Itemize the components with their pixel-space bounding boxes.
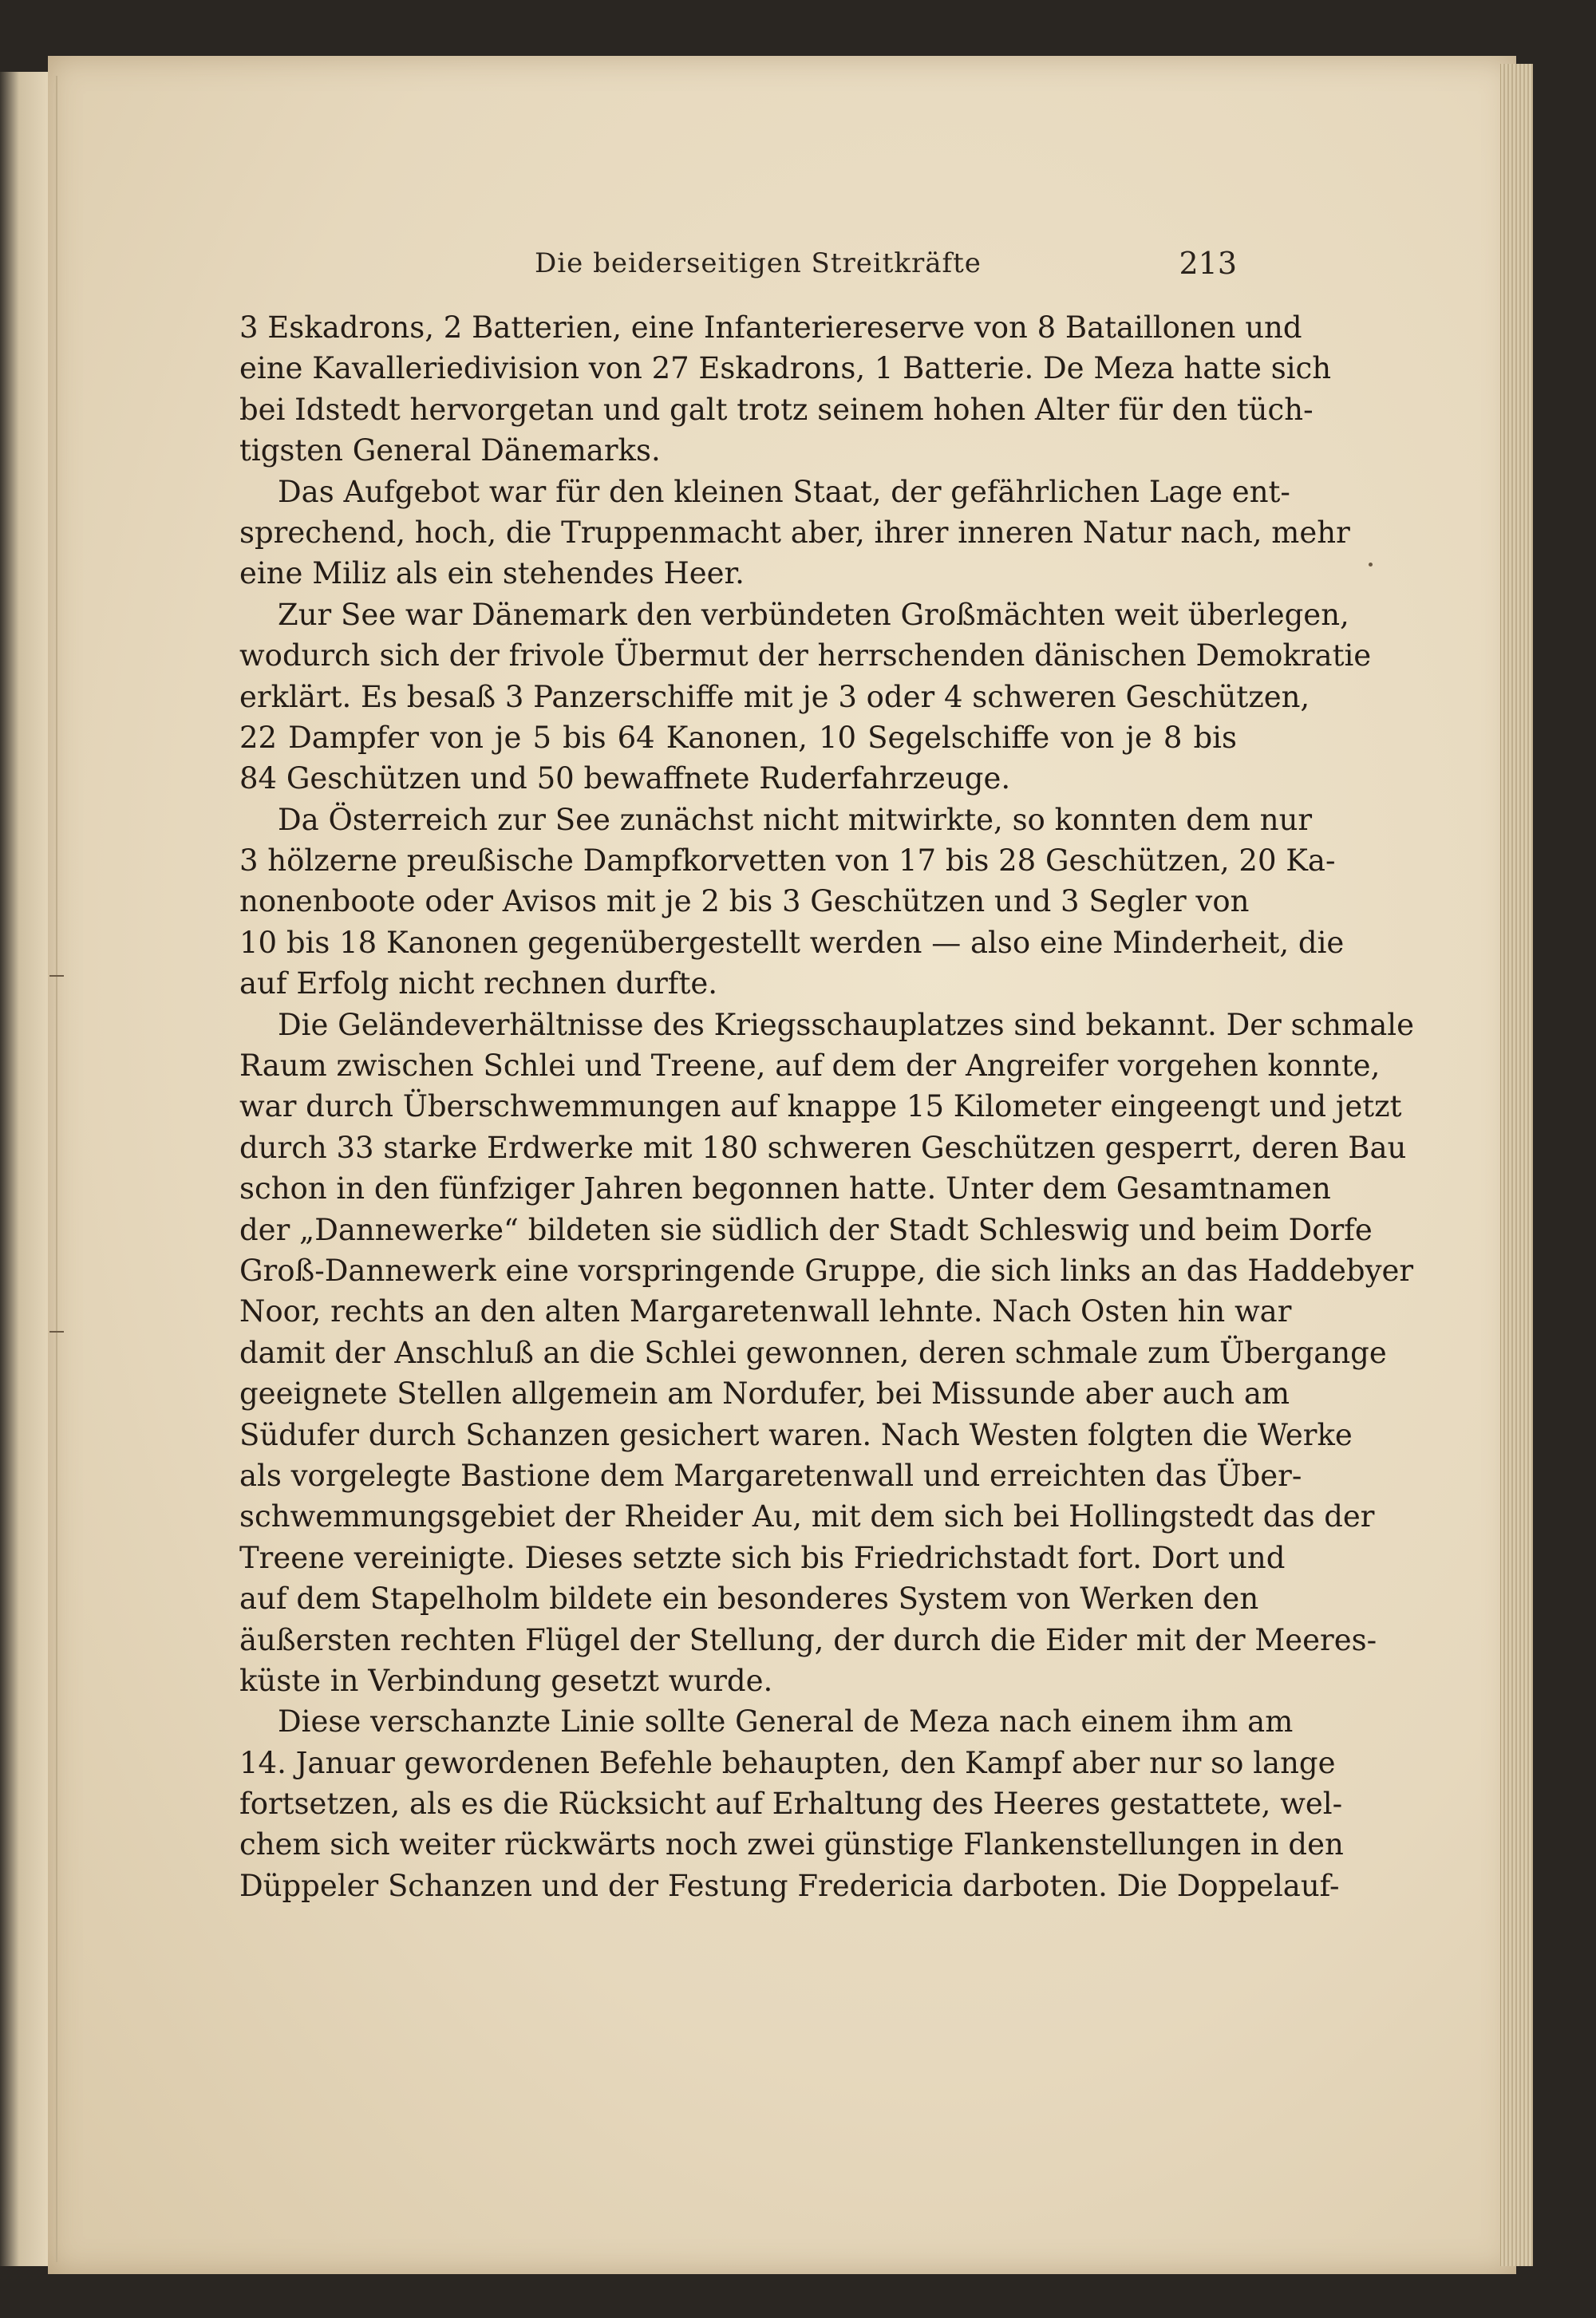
text-line: fortsetzen, als es die Rücksicht auf Erhaltung des Heeres gestattete, wel- (239, 1787, 1343, 1822)
text-line: Raum zwischen Schlei und Treene, auf dem der Angreifer vorgehen konnte, (239, 1048, 1381, 1084)
text-line: küste in Verbindung gesetzt wurde. (239, 1663, 773, 1698)
text-line: Südufer durch Schanzen gesichert waren. Nach Westen folgten die Werke (239, 1417, 1353, 1452)
text-line: erklärt. Es besaß 3 Panzerschiffe mit je 3 oder 4 schweren Geschützen, (239, 679, 1310, 714)
text-line: schon in den fünfziger Jahren begonnen hatte. Unter dem Gesamtnamen (239, 1171, 1331, 1206)
paper-speck (1369, 563, 1373, 567)
text-line: chem sich weiter rückwärts noch zwei günstige Flankenstellungen in den (239, 1827, 1344, 1862)
running-header (239, 239, 1237, 287)
text-line: Noor, rechts an den alten Margaretenwall lehnte. Nach Osten hin war (239, 1294, 1292, 1329)
text-line: Diese verschanzte Linie sollte General de Meza nach einem ihm am (278, 1704, 1294, 1739)
text-line: Düppeler Schanzen und der Festung Fredericia darboten. Die Doppelauf- (239, 1868, 1340, 1903)
margin-tick (49, 975, 64, 977)
page-stack-edge (1500, 64, 1533, 2266)
text-line: 22 Dampfer von je 5 bis 64 Kanonen, 10 Segelschiffe von je 8 bis (239, 720, 1237, 755)
text-line: geeignete Stellen allgemein am Nordufer, bei Missunde aber auch am (239, 1376, 1290, 1412)
text-line: war durch Überschwemmungen auf knappe 15 Kilometer eingeengt und jetzt (239, 1089, 1402, 1124)
text-line: schwemmungsgebiet der Rheider Au, mit dem sich bei Hollingstedt das der (239, 1499, 1375, 1534)
left-page-edge (0, 72, 48, 2266)
text-line: damit der Anschluß an die Schlei gewonnen, deren schmale zum Übergange (239, 1335, 1387, 1370)
text-line: sprechend, hoch, die Truppenmacht aber, ihrer inneren Natur nach, mehr (239, 515, 1350, 550)
text-line: als vorgelegte Bastione dem Margaretenwall und erreichten das Über- (239, 1458, 1302, 1493)
text-line: wodurch sich der frivole Übermut der herrschenden dänischen Demokratie (239, 638, 1372, 673)
page-number: 213 (1179, 246, 1237, 281)
text-line: tigsten General Dänemarks. (239, 433, 661, 468)
text-line: Treene vereinigte. Dieses setzte sich bis Friedrichstadt fort. Dort und (239, 1540, 1286, 1575)
text-line: 10 bis 18 Kanonen gegenübergestellt werden — also eine Minderheit, die (239, 925, 1345, 960)
margin-tick (49, 1331, 64, 1333)
text-line: Die Geländeverhältnisse des Kriegsschauplatzes sind bekannt. Der schmale (278, 1007, 1414, 1042)
text-line: 3 Eskadrons, 2 Batterien, eine Infanteriereserve von 8 Bataillonen und (239, 310, 1302, 345)
running-title: Die beiderseitigen Streitkräfte (535, 247, 982, 279)
text-line: Das Aufgebot war für den kleinen Staat, der gefährlichen Lage ent- (278, 474, 1290, 509)
text-line: eine Miliz als ein stehendes Heer. (239, 556, 745, 591)
text-line: Zur See war Dänemark den verbündeten Großmächten weit überlegen, (278, 597, 1349, 632)
text-line: äußersten rechten Flügel der Stellung, der durch die Eider mit der Meeres- (239, 1622, 1377, 1657)
text-line: bei Idstedt hervorgetan und galt trotz seinem hohen Alter für den tüch- (239, 392, 1314, 427)
text-line: nonenboote oder Avisos mit je 2 bis 3 Geschützen und 3 Segler von (239, 884, 1250, 919)
text-line: durch 33 starke Erdwerke mit 180 schweren Geschützen gesperrt, deren Bau (239, 1130, 1407, 1165)
text-line: Groß-Dannewerk eine vorspringende Gruppe, die sich links an das Haddebyer (239, 1253, 1414, 1288)
text-line: auf Erfolg nicht rechnen durfte. (239, 966, 718, 1001)
text-line: Da Österreich zur See zunächst nicht mitwirkte, so konnten dem nur (278, 802, 1313, 837)
text-line: 14. Januar gewordenen Befehle behaupten, den Kampf aber nur so lange (239, 1745, 1336, 1780)
text-line: der „Dannewerke“ bildeten sie südlich der Stadt Schleswig und beim Dorfe (239, 1212, 1373, 1247)
text-line: auf dem Stapelholm bildete ein besonderes System von Werken den (239, 1582, 1259, 1617)
text-line: 3 hölzerne preußische Dampfkorvetten von 17 bis 28 Geschützen, 20 Ka- (239, 843, 1336, 879)
spine-gutter (56, 76, 57, 2262)
text-line: 84 Geschützen und 50 bewaffnete Ruderfahrzeuge. (239, 761, 1011, 796)
body-text (239, 307, 1414, 1906)
text-line: eine Kavalleriedivision von 27 Eskadrons, 1 Batterie. De Meza hatte sich (239, 351, 1332, 386)
